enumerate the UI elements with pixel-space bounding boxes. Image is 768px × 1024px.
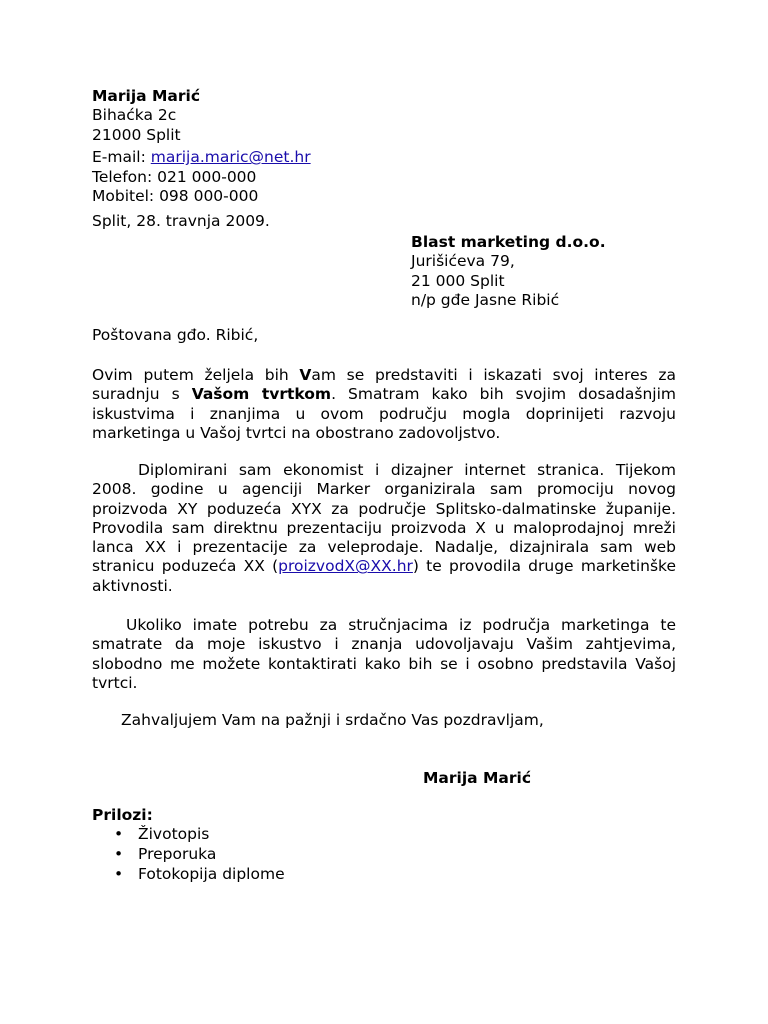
para2-text-b: ) te provodila druge marketinške aktivnosti. <box>92 557 676 595</box>
paragraph-contact <box>92 616 676 693</box>
bullet-icon: • <box>114 845 124 863</box>
para3-text: Ukoliko imate potrebu za stručnjacima iz područja marketinga te smatrate da moje iskustvo i znanja udovoljavaju Vašim zahtjevima, slobodno me možete kontaktirati kako bih se i osobno predstavila Vašoj tvrtci. <box>92 616 676 692</box>
recipient-company: Blast marketing d.o.o. <box>411 233 606 251</box>
sender-street: Bihaćka 2c <box>92 106 177 125</box>
closing-line: Zahvaljujem Vam na pažnji i srdačno Vas pozdravljam, <box>121 711 544 729</box>
sender-name: Marija Marić <box>92 87 201 105</box>
para1-text-c: . Smatram kako bih svojim dosadašnjim iskustvima i znanjima u ovom području mogla doprinijeti razvoju marketinga u Vašoj tvrtci na obostrano zadovoljstvo. <box>92 385 676 442</box>
sender-email-line <box>92 148 311 167</box>
list-item <box>92 825 285 845</box>
sender-mobile: Mobitel: 098 000-000 <box>92 187 259 206</box>
sender-phone: Telefon: 021 000-000 <box>92 167 257 186</box>
bullet-icon: • <box>114 864 124 883</box>
bullet-icon: • <box>114 825 124 844</box>
paragraph-intro <box>92 366 676 443</box>
attachment-reference: Preporuka <box>138 845 217 863</box>
attachment-cv: Životopis <box>138 825 210 844</box>
email-link[interactable]: marija.maric@net.hr <box>150 148 311 167</box>
website-link[interactable]: proizvodX@XX.hr <box>278 557 413 576</box>
recipient-city: 21 000 Split <box>411 271 505 290</box>
paragraph-experience <box>92 461 676 596</box>
sender-block <box>92 87 311 206</box>
list-item <box>92 865 285 885</box>
attachment-diploma-copy: Fotokopija diplome <box>138 864 285 883</box>
letter-date: Split, 28. travnja 2009. <box>92 212 270 230</box>
salutation: Poštovana gđo. Ribić, <box>92 326 259 344</box>
para1-text-a: Ovim putem željela bih <box>92 366 300 384</box>
list-item <box>92 845 285 865</box>
recipient-attention: n/p gđe Jasne Ribić <box>411 291 560 310</box>
attachments-section <box>92 806 285 884</box>
para1-bold-company: Vašom tvrtkom <box>191 385 332 404</box>
email-label: E-mail: <box>92 148 151 167</box>
recipient-street: Jurišićeva 79, <box>411 252 515 271</box>
para2-text-a: Diplomirani sam ekonomist i dizajner internet stranica. Tijekom 2008. godine u agenciji Marker organizirala sam promociju novog proizvoda XY poduzeća XYX za područje Splitsko-dalmatinske županije. Provodila sam direktnu prezentaciju proizvoda X u maloprodajnoj mreži lanca XX i prezentacije za veleprodaje. Nadalje, dizajnirala sam web stranicu poduzeća XX ( <box>92 461 676 576</box>
attachments-list <box>92 825 285 884</box>
para1-text-b: am se predstaviti i iskazati svoj interes za suradnju s <box>92 366 676 404</box>
signature: Marija Marić <box>423 769 532 787</box>
attachments-heading: Prilozi: <box>92 806 153 824</box>
sender-city: 21000 Split <box>92 125 181 144</box>
para1-bold-v: V <box>299 366 312 384</box>
recipient-block <box>411 233 606 311</box>
